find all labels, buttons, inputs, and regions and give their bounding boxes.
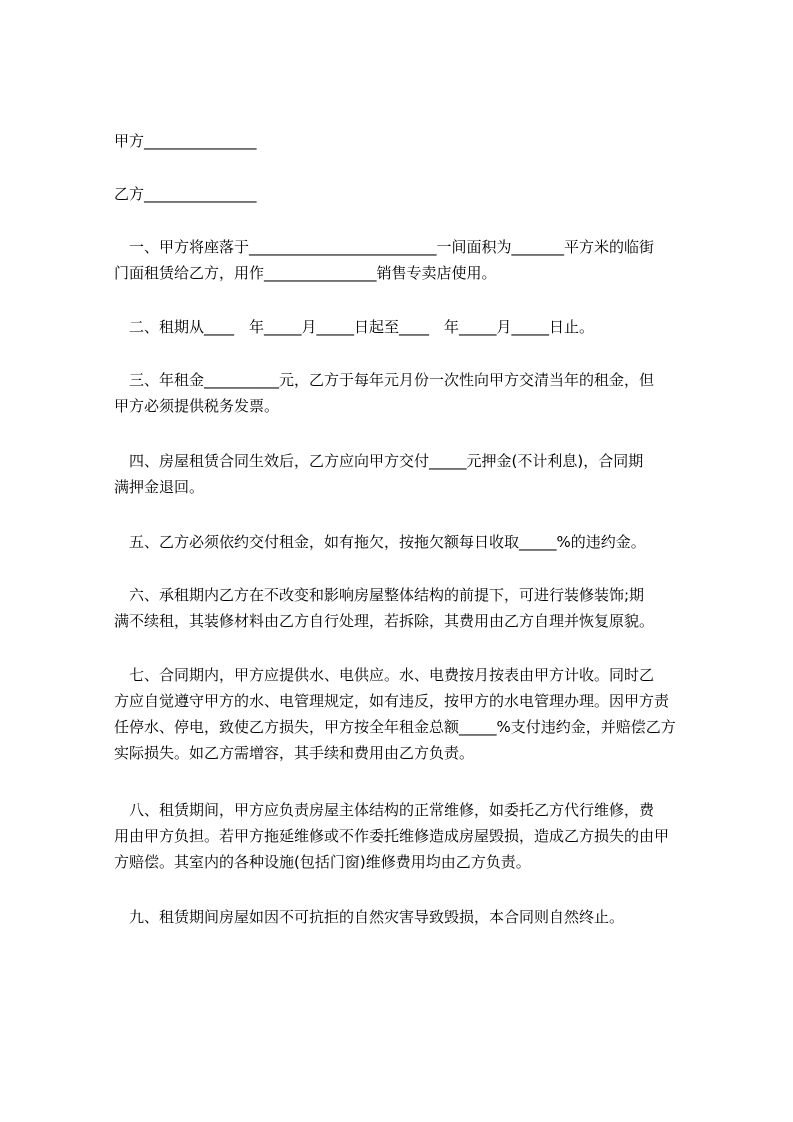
clause-5 [114, 529, 676, 555]
party-a-line [114, 128, 676, 154]
clause-7-line-2: 方应自觉遵守甲方的水、电管理规定，如有违反，按甲方的水电管理办理。因甲方责 [114, 692, 670, 710]
clause-8 [114, 797, 676, 875]
clause-6-line-1: 六、承租期内乙方在不改变和影响房屋整体结构的前提下，可进行装修装饰;期 [114, 586, 645, 604]
clause-4 [114, 448, 676, 500]
party-a-text: 甲方_______________ [114, 132, 257, 150]
clause-1 [114, 234, 676, 286]
party-b-text: 乙方_______________ [114, 185, 257, 203]
clause-2-line-1: 二、租期从____ 年_____月_____日起至____ 年_____月_____日止。 [114, 318, 595, 336]
clause-4-line-1: 四、房屋租赁合同生效后，乙方应向甲方交付_____元押金(不计利息)，合同期 [114, 452, 644, 470]
clause-9-line-1: 九、租赁期间房屋如因不可抗拒的自然灾害导致毁损，本合同则自然终止。 [114, 908, 625, 926]
clause-7-line-4: 实际损失。如乙方需增容，其手续和费用由乙方负责。 [114, 744, 475, 762]
clause-8-line-2: 用由甲方负担。若甲方拖延维修或不作委托维修造成房屋毁损，造成乙方损失的由甲 [114, 827, 670, 845]
clause-2 [114, 314, 676, 340]
clause-5-line-1: 五、乙方必须依约交付租金，如有拖欠，按拖欠额每日收取_____%的违约金。 [114, 533, 646, 551]
clause-8-line-3: 方赔偿。其室内的各种设施(包括门窗)维修费用均由乙方负责。 [114, 853, 531, 871]
clause-6 [114, 582, 676, 634]
clause-3-line-1: 三、年租金__________元，乙方于每年元月份一次性向甲方交清当年的租金，但 [114, 371, 655, 389]
clause-6-line-2: 满不续租，其装修材料由乙方自行处理，若拆除，其费用由乙方自理并恢复原貌。 [114, 612, 655, 630]
clause-9 [114, 904, 676, 930]
clause-1-line-1: 一、甲方将座落于_________________________一间面积为_______平方米的临街 [114, 238, 655, 256]
clause-1-line-2: 门面租赁给乙方，用作_______________销售专卖店使用。 [114, 264, 497, 282]
clause-4-line-2: 满押金退回。 [114, 478, 205, 496]
clause-3-line-2: 甲方必须提供税务发票。 [114, 397, 280, 415]
clause-7-line-3: 任停水、停电，致使乙方损失，甲方按全年租金总额_____%支付违约金，并赔偿乙方 [114, 718, 676, 736]
clause-7 [114, 662, 676, 766]
party-b-line [114, 181, 676, 207]
clause-3 [114, 367, 676, 419]
clause-7-line-1: 七、合同期内，甲方应提供水、电供应。水、电费按月按表由甲方计收。同时乙 [114, 666, 655, 684]
clause-8-line-1: 八、租赁期间，甲方应负责房屋主体结构的正常维修，如委托乙方代行维修，费 [114, 801, 655, 819]
